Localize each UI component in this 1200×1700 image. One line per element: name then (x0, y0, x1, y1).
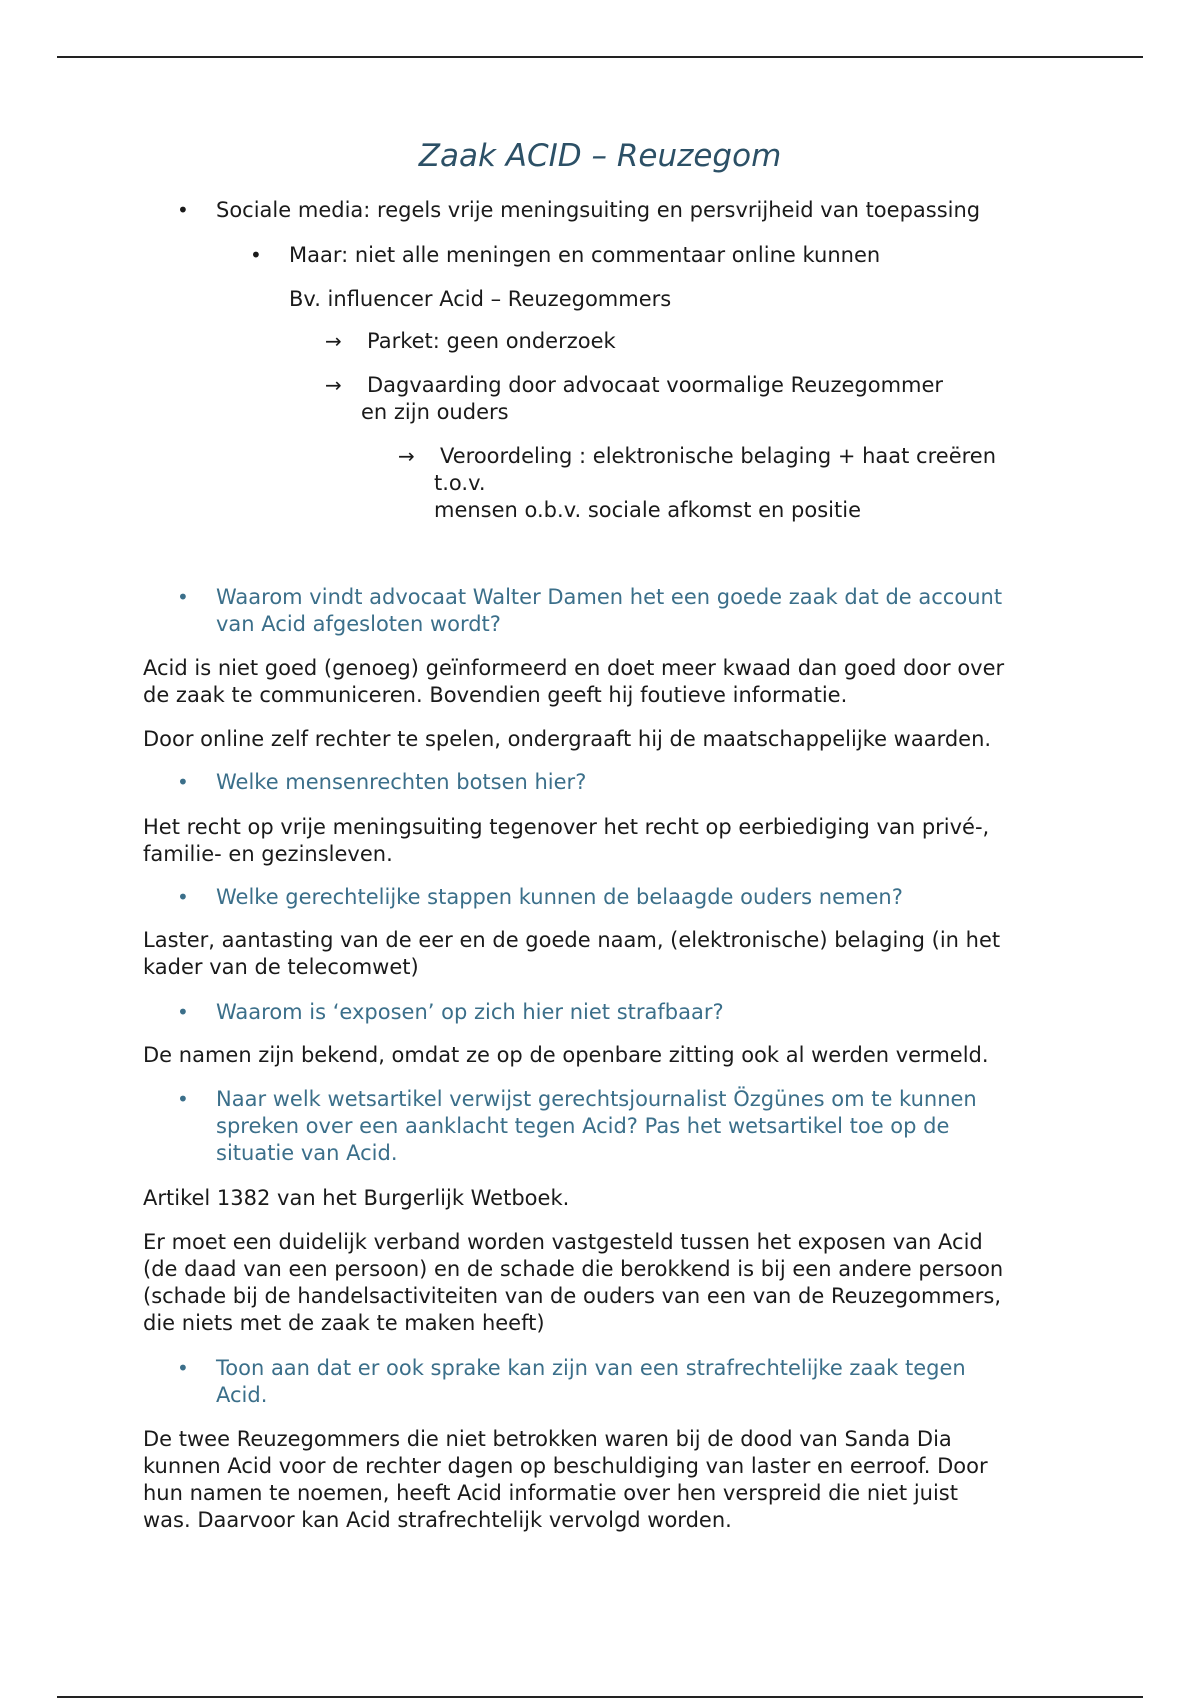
bullet-icon: • (250, 243, 262, 267)
answer-line: familie- en gezinsleven. (143, 842, 393, 866)
answer-line: Artikel 1382 van het Burgerlijk Wetboek. (143, 1186, 570, 1210)
question-1-cont: van Acid afgesloten wordt? (216, 612, 501, 636)
answer-line: Het recht op vrije meningsuiting tegenover het recht op eerbiediging van privé-, (143, 815, 990, 839)
intro-example: Bv. influencer Acid – Reuzegommers (289, 287, 672, 311)
intro-item-social-media: Sociale media: regels vrije meningsuiting en persvrijheid van toepassing (216, 198, 981, 222)
page-title: Zaak ACID – Reuzegom (418, 138, 782, 174)
answer-1-paragraph-2 (143, 726, 1073, 753)
answer-5-paragraph-1 (143, 1185, 1073, 1212)
question-5: Naar welk wetsartikel verwijst gerechtsjournalist Özgünes om te kunnen (216, 1087, 977, 1111)
answer-line: (schade bij de handelsactiviteiten van de ouders van een van de Reuzegommers, (143, 1284, 1002, 1308)
answer-2 (143, 814, 1073, 868)
footer-rule (57, 1696, 1143, 1698)
answer-line: hun namen te noemen, heeft Acid informatie over hen verspreid die niet juist (143, 1481, 958, 1505)
answer-line: Door online zelf rechter te spelen, ondergraaft hij de maatschappelijke waarden. (143, 727, 992, 751)
arrow-item-dagvaarding: Dagvaarding door advocaat voormalige Reuzegommer (367, 373, 944, 397)
answer-line: was. Daarvoor kan Acid strafrechtelijk vervolgd worden. (143, 1508, 732, 1532)
answer-1-paragraph-1 (143, 655, 1073, 709)
arrow-item-parket: Parket: geen onderzoek (367, 329, 616, 353)
answer-line: Laster, aantasting van de eer en de goede naam, (elektronische) belaging (in het (143, 928, 1001, 952)
bullet-icon: • (177, 1000, 189, 1024)
arrow-item-veroordeling: Veroordeling : elektronische belaging + haat creëren (440, 444, 997, 468)
bullet-icon: • (177, 198, 189, 222)
arrow-item-dagvaarding-cont: en zijn ouders (361, 400, 509, 424)
answer-line: de zaak te communiceren. Bovendien geeft hij foutieve informatie. (143, 683, 848, 707)
answer-line: (de daad van een persoon) en de schade die berokkend is bij een andere persoon (143, 1257, 1004, 1281)
answer-line: kunnen Acid voor de rechter dagen op beschuldiging van laster en eerroof. Door (143, 1454, 988, 1478)
arrow-icon: → (325, 373, 342, 397)
question-6-cont: Acid. (216, 1383, 268, 1407)
answer-line: De namen zijn bekend, omdat ze op de openbare zitting ook al werden vermeld. (143, 1043, 989, 1067)
answer-5-paragraph-2 (143, 1229, 1073, 1337)
question-5-cont: spreken over een aanklacht tegen Acid? Pas het wetsartikel toe op de (216, 1114, 950, 1138)
question-5-cont2: situatie van Acid. (216, 1141, 398, 1165)
answer-line: kader van de telecomwet) (143, 955, 419, 979)
answer-line: Acid is niet goed (genoeg) geïnformeerd en doet meer kwaad dan goed door over (143, 656, 1005, 680)
answer-4 (143, 1042, 1073, 1069)
question-4: Waarom is ‘exposen’ op zich hier niet strafbaar? (216, 1000, 724, 1024)
bullet-icon: • (177, 885, 189, 909)
arrow-icon: → (325, 329, 342, 353)
bullet-icon: • (177, 585, 189, 609)
answer-6 (143, 1426, 1073, 1534)
intro-item-opinions: Maar: niet alle meningen en commentaar online kunnen (289, 243, 881, 267)
answer-line: De twee Reuzegommers die niet betrokken waren bij de dood van Sanda Dia (143, 1427, 952, 1451)
question-6: Toon aan dat er ook sprake kan zijn van een strafrechtelijke zaak tegen (216, 1356, 966, 1380)
header-rule (57, 56, 1143, 58)
arrow-item-veroordeling-cont: t.o.v. (434, 471, 486, 495)
bullet-icon: • (177, 1087, 189, 1111)
question-3: Welke gerechtelijke stappen kunnen de belaagde ouders nemen? (216, 885, 903, 909)
answer-3 (143, 927, 1073, 981)
arrow-item-veroordeling-cont2: mensen o.b.v. sociale afkomst en positie (434, 498, 861, 522)
question-1: Waarom vindt advocaat Walter Damen het een goede zaak dat de account (216, 585, 1003, 609)
bullet-icon: • (177, 770, 189, 794)
question-2: Welke mensenrechten botsen hier? (216, 770, 587, 794)
arrow-icon: → (398, 444, 415, 468)
answer-line: Er moet een duidelijk verband worden vastgesteld tussen het exposen van Acid (143, 1230, 983, 1254)
answer-line: die niets met de zaak te maken heeft) (143, 1311, 545, 1335)
bullet-icon: • (177, 1356, 189, 1380)
